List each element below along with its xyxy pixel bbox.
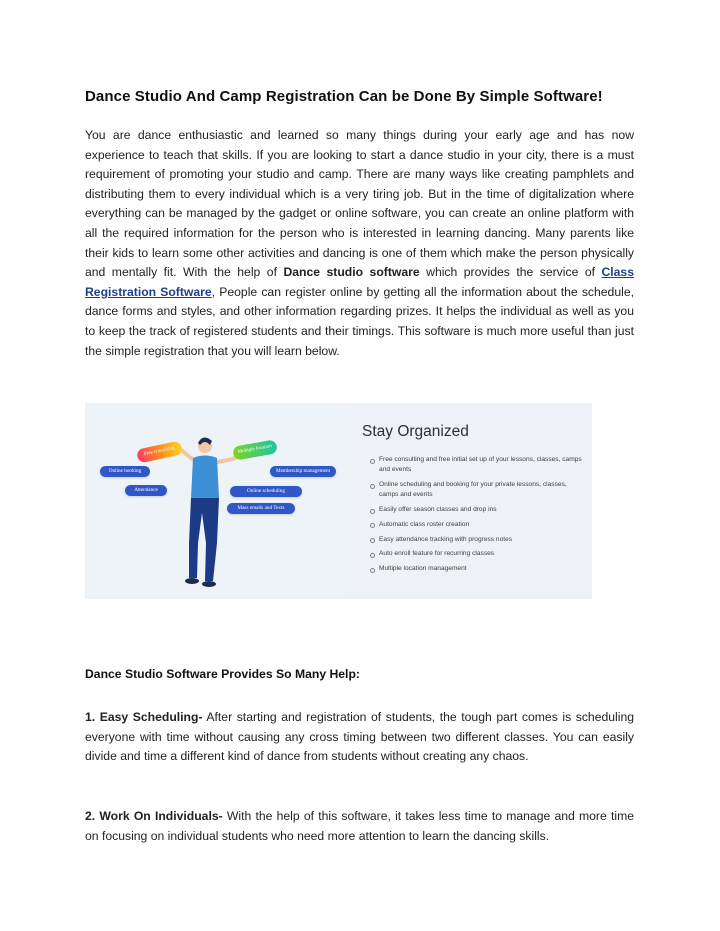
multiple-location-pill: Multiple location bbox=[232, 439, 278, 460]
class-registration-software-link[interactable]: Class Registration Software bbox=[85, 265, 634, 299]
point-text: With the help of this software, it takes less time to manage and more time on focusing on individual students who need more attention to learn the dancing skills. bbox=[85, 809, 634, 843]
online-scheduling-pill: Online scheduling bbox=[230, 486, 302, 497]
feature-item: Multiple location management bbox=[370, 564, 585, 574]
point-label: 1. Easy Scheduling- bbox=[85, 710, 203, 724]
feature-item: Automatic class roster creation bbox=[370, 520, 585, 530]
intro-text-3: , People can register online by getting all the information about the schedule, dance forms and styles, and other information regarding prizes. It helps the individual as well as you to keep the track of registered students and their timings. This software is much more useful than just the simple registration that you will learn below. bbox=[85, 284, 634, 358]
feature-item: Free consulting and free initial set up of your lessons, classes, camps and events bbox=[370, 455, 585, 475]
intro-text-1: You are dance enthusiastic and learned so many things during your early age and has now experience to teach that skills. If you are looking to start a dance studio in your city, there is a must requirement of promoting your studio and camp. There are many ways like creating pamphlets and distributing them to every individual which is a very tiring job. But in the time of digitalization where everything can be managed by the gadget or online software, you can create an online platform with all the required information for the person who is interested in learning dancing. Many parents like their kids to learn some other activities and dancing is one of them which make the person physically and mentally fit. With the help of bbox=[85, 128, 634, 280]
intro-text-2: which provides the service of bbox=[419, 265, 602, 280]
section-heading: Dance Studio Software Provides So Many Help: bbox=[85, 667, 360, 681]
attendance-pill: Attendance bbox=[125, 485, 167, 496]
article-title: Dance Studio And Camp Registration Can be Done By Simple Software! bbox=[85, 88, 603, 105]
feature-list bbox=[370, 455, 585, 579]
point-text: After starting and registration of students, the tough part comes is scheduling everyone with time without causing any cross timing between two different classes. You can easily divide and time a different kind of dance from students without creating any chaos. bbox=[85, 710, 635, 764]
stay-organized-illustration bbox=[85, 403, 592, 599]
dance-studio-software-bold: Dance studio software bbox=[283, 265, 420, 280]
point-work-on-individuals bbox=[85, 807, 634, 846]
membership-management-pill: Membership management bbox=[270, 466, 336, 477]
feature-item: Online scheduling and booking for your private lessons, classes, camps and events bbox=[370, 480, 585, 500]
point-easy-scheduling bbox=[85, 708, 634, 767]
feature-item: Easy attendance tracking with progress notes bbox=[370, 535, 585, 545]
feature-item: Auto enroll feature for recurring classes bbox=[370, 549, 585, 559]
stay-organized-heading: Stay Organized bbox=[362, 423, 469, 440]
intro-paragraph bbox=[85, 126, 634, 361]
dancer-illustration bbox=[85, 403, 344, 599]
point-label: 2. Work On Individuals- bbox=[85, 809, 223, 823]
mass-emails-pill: Mass emails and Texts bbox=[227, 503, 295, 514]
online-booking-pill: Online booking bbox=[100, 466, 150, 477]
feature-item: Easily offer season classes and drop ins bbox=[370, 505, 585, 515]
free-consulting-pill: Free consulting bbox=[136, 440, 183, 463]
